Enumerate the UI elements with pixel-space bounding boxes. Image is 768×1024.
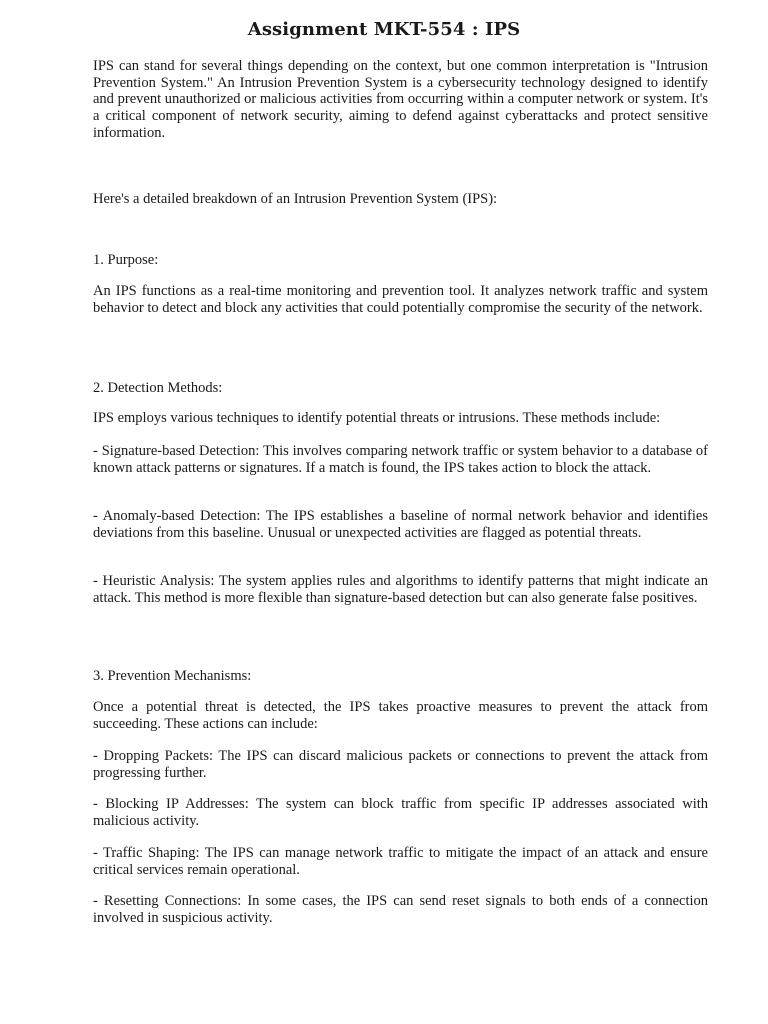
- anomaly-detection-item: - Anomaly-based Detection: The IPS establishes a baseline of normal network behavior and identifies deviations from this baseline. Unusual or unexpected activities are flagged as potential threats.: [93, 508, 708, 541]
- document-title: Assignment MKT-554 : IPS: [247, 19, 521, 40]
- detection-intro: IPS employs various techniques to identify potential threats or intrusions. These methods include:: [93, 410, 661, 426]
- section-heading-detection: 2. Detection Methods:: [93, 380, 223, 396]
- breakdown-intro: Here's a detailed breakdown of an Intrusion Prevention System (IPS):: [93, 191, 498, 207]
- dropping-packets-item: - Dropping Packets: The IPS can discard malicious packets or connections to prevent the attack from progressing further.: [93, 748, 708, 781]
- intro-paragraph: IPS can stand for several things depending on the context, but one common interpretation is "Intrusion Prevention System." An Intrusion Prevention System is a cybersecurity technology designed to identify and prevent unauthorized or malicious activities from occurring within a computer network or system. It's a critical component of network security, aiming to defend against cyberattacks and protect sensitive information.: [93, 58, 708, 141]
- traffic-shaping-item: - Traffic Shaping: The IPS can manage network traffic to mitigate the impact of an attack and ensure critical services remain operational.: [93, 845, 708, 878]
- resetting-connections-item: - Resetting Connections: In some cases, the IPS can send reset signals to both ends of a connection involved in suspicious activity.: [93, 893, 708, 926]
- purpose-paragraph: An IPS functions as a real-time monitoring and prevention tool. It analyzes network traffic and system behavior to detect and block any activities that could potentially compromise the security of the network.: [93, 283, 708, 316]
- section-heading-prevention: 3. Prevention Mechanisms:: [93, 668, 252, 684]
- blocking-ip-item: - Blocking IP Addresses: The system can block traffic from specific IP addresses associated with malicious activity.: [93, 796, 708, 829]
- signature-detection-item: - Signature-based Detection: This involves comparing network traffic or system behavior to a database of known attack patterns or signatures. If a match is found, the IPS takes action to block the attack.: [93, 443, 708, 476]
- prevention-intro: Once a potential threat is detected, the IPS takes proactive measures to prevent the attack from succeeding. These actions can include:: [93, 699, 708, 732]
- section-heading-purpose: 1. Purpose:: [93, 252, 159, 268]
- heuristic-analysis-item: - Heuristic Analysis: The system applies rules and algorithms to identify patterns that might indicate an attack. This method is more flexible than signature-based detection but can also generate false positives.: [93, 573, 708, 606]
